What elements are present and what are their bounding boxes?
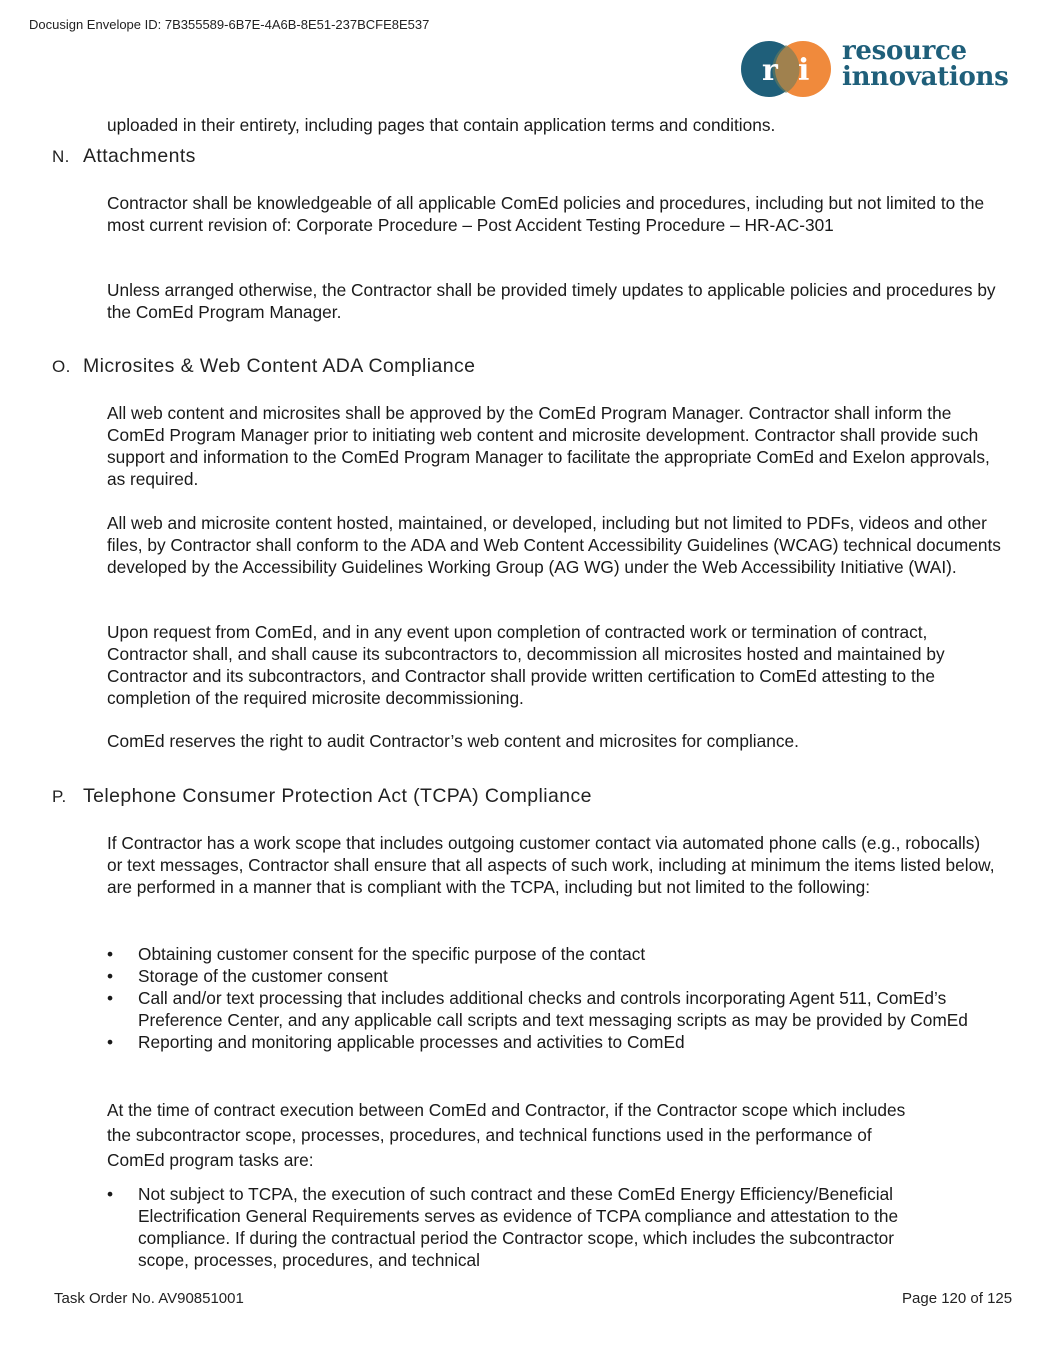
section-n-paragraph-2: Unless arranged otherwise, the Contractor shall be provided timely updates to applicable policies and procedures by the ComEd Program Manager. <box>107 280 996 322</box>
section-o-title: Microsites & Web Content ADA Compliance <box>83 355 476 377</box>
logo-line-2: innovations <box>842 62 1009 92</box>
section-p-execution-paragraph: At the time of contract execution between ComEd and Contractor, if the Contractor scope which includes the subcontractor scope, processes, procedures, and technical functions used in the performance of ComEd program tasks are: <box>107 1100 906 1170</box>
section-n-paragraph-1: Contractor shall be knowledgeable of all applicable ComEd policies and procedures, including but not limited to the most current revision of: Corporate Procedure – Post Accident Testing Procedure – HR-AC-301 <box>107 193 985 235</box>
section-o-paragraph-3: Upon request from ComEd, and in any event upon completion of contracted work or termination of contract, Contractor shall, and shall cause its subcontractors to, decommission all microsites hosted and maintained by Contractor and its subcontractors, and Contractor shall provide written certification to ComEd attesting to the completion of the required microsite decommissioning. <box>107 622 945 708</box>
logo-line-1: resource <box>842 36 967 66</box>
logo-wordmark <box>842 38 1008 90</box>
section-o-paragraph-4: ComEd reserves the right to audit Contractor’s web content and microsites for compliance. <box>107 731 799 751</box>
intro-line: uploaded in their entirety, including pages that contain application terms and conditions. <box>107 115 776 135</box>
list-item: • Storage of the customer consent <box>107 965 987 987</box>
section-n-heading <box>52 145 196 168</box>
section-o-paragraph-2: All web and microsite content hosted, maintained, or developed, including but not limited to PDFs, videos and other files, by Contractor shall conform to the ADA and Web Content Accessibility Guidelines (WCAG) technical documents developed by the Accessibility Guidelines Working Group (AG WG) under the Web Accessibility Initiative (WAI). <box>107 513 1001 577</box>
ri-logo-icon <box>740 40 836 98</box>
tcpa-bullet-list <box>107 943 987 1053</box>
section-p-letter: P. <box>52 787 67 806</box>
list-item: • Reporting and monitoring applicable processes and activities to ComEd <box>107 1031 987 1053</box>
section-p-intro: If Contractor has a work scope that includes outgoing customer contact via automated phone calls (e.g., robocalls) or text messages, Contractor shall ensure that all aspects of such work, including at minimum the items listed below, are performed in a manner that is compliant with the TCPA, including but not limited to the following: <box>107 833 995 897</box>
section-p-title: Telephone Consumer Protection Act (TCPA) Compliance <box>83 785 592 807</box>
svg-text:r: r <box>762 53 778 88</box>
section-p-heading <box>52 785 592 808</box>
list-item: • Not subject to TCPA, the execution of such contract and these ComEd Energy Efficiency/Beneficial Electrification General Requirements serves as evidence of TCPA compliance and attestation to the compliance. If during the contractual period the Contractor scope, which includes the subcontractor scope, processes, procedures, and technical <box>107 1183 907 1271</box>
tcpa-final-bullet-list <box>107 1183 907 1271</box>
section-o-heading <box>52 355 475 378</box>
svg-text:i: i <box>798 53 810 88</box>
docusign-envelope-id: Docusign Envelope ID: 7B355589-6B7E-4A6B-8E51-237BCFE8E537 <box>29 17 430 32</box>
resource-innovations-logo <box>740 38 1020 102</box>
footer-page-number: Page 120 of 125 <box>902 1290 1013 1307</box>
section-o-letter: O. <box>52 357 71 376</box>
section-n-title: Attachments <box>83 145 196 167</box>
list-item: • Obtaining customer consent for the specific purpose of the contact <box>107 943 987 965</box>
section-o-paragraph-1: All web content and microsites shall be approved by the ComEd Program Manager. Contractor shall inform the ComEd Program Manager prior to initiating web content and microsite development. Contractor shall provide such support and information to the ComEd Program Manager to facilitate the appropriate ComEd and Exelon approvals, as required. <box>107 403 990 489</box>
footer-task-order: Task Order No. AV90851001 <box>54 1290 244 1307</box>
list-item: • Call and/or text processing that includes additional checks and controls incorporating Agent 511, ComEd’s Preference Center, and any applicable call scripts and text messaging scripts as may be provided by ComEd <box>107 987 987 1031</box>
section-n-letter: N. <box>52 147 70 166</box>
